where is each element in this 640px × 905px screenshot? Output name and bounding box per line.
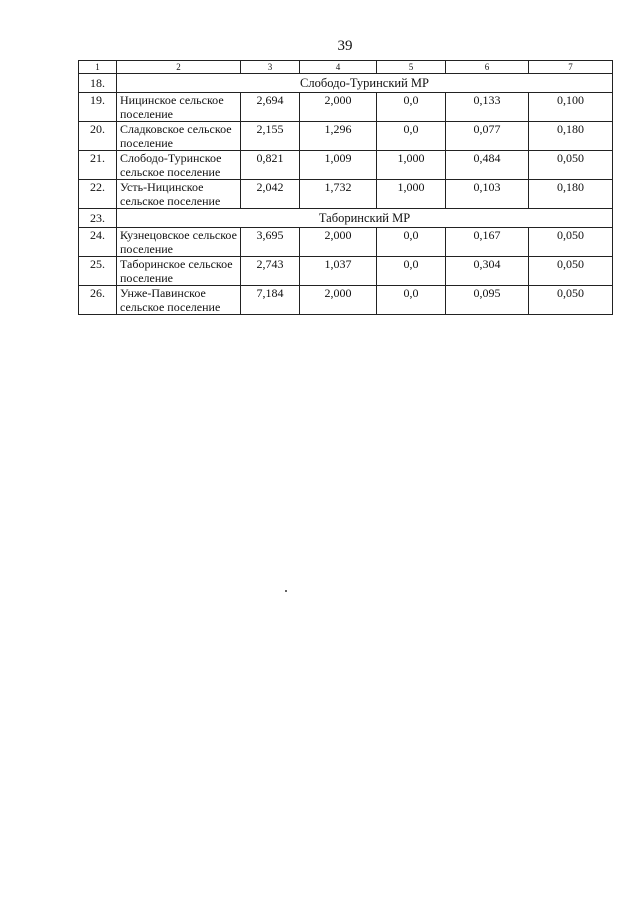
table-row (79, 122, 613, 151)
value-cell: 0,095 (446, 286, 529, 315)
settlement-name: Сладковское сельское поселение (117, 122, 241, 151)
value-cell: 0,077 (446, 122, 529, 151)
table-row (79, 151, 613, 180)
value-cell: 0,0 (377, 228, 446, 257)
value-cell: 1,732 (300, 180, 377, 209)
group-row (79, 209, 613, 228)
settlement-name: Усть-Ницинское сельское поселение (117, 180, 241, 209)
value-cell: 0,167 (446, 228, 529, 257)
table-row (79, 257, 613, 286)
value-cell: 3,695 (241, 228, 300, 257)
row-number: 25. (79, 257, 117, 286)
column-header: 4 (300, 61, 377, 74)
row-number: 22. (79, 180, 117, 209)
value-cell: 2,694 (241, 93, 300, 122)
group-title: Слободо-Туринский МР (117, 74, 613, 93)
value-cell: 0,821 (241, 151, 300, 180)
value-cell: 1,000 (377, 151, 446, 180)
value-cell: 2,000 (300, 228, 377, 257)
row-number: 21. (79, 151, 117, 180)
value-cell: 1,037 (300, 257, 377, 286)
row-number: 20. (79, 122, 117, 151)
value-cell: 2,042 (241, 180, 300, 209)
value-cell: 0,0 (377, 286, 446, 315)
value-cell: 1,296 (300, 122, 377, 151)
row-number: 19. (79, 93, 117, 122)
row-number: 24. (79, 228, 117, 257)
settlement-name: Таборинское сельское поселение (117, 257, 241, 286)
value-cell: 7,184 (241, 286, 300, 315)
value-cell: 0,304 (446, 257, 529, 286)
value-cell: 0,180 (529, 122, 613, 151)
settlement-name: Слободо-Туринское сельское поселение (117, 151, 241, 180)
row-number: 18. (79, 74, 117, 93)
table-row (79, 228, 613, 257)
group-row (79, 74, 613, 93)
value-cell: 2,000 (300, 93, 377, 122)
column-header: 6 (446, 61, 529, 74)
settlement-name: Унже-Павинское сельское поселение (117, 286, 241, 315)
value-cell: 0,100 (529, 93, 613, 122)
stray-mark (285, 590, 287, 592)
column-header: 1 (79, 61, 117, 74)
column-header: 3 (241, 61, 300, 74)
table-row (79, 93, 613, 122)
value-cell: 0,0 (377, 122, 446, 151)
table-row (79, 286, 613, 315)
row-number: 26. (79, 286, 117, 315)
column-header: 2 (117, 61, 241, 74)
column-header: 7 (529, 61, 613, 74)
value-cell: 0,484 (446, 151, 529, 180)
settlement-name: Кузнецовское сельское поселение (117, 228, 241, 257)
value-cell: 0,133 (446, 93, 529, 122)
value-cell: 1,000 (377, 180, 446, 209)
value-cell: 2,000 (300, 286, 377, 315)
value-cell: 1,009 (300, 151, 377, 180)
value-cell: 0,0 (377, 257, 446, 286)
column-header-row (79, 61, 613, 74)
group-title: Таборинский МР (117, 209, 613, 228)
table-body (79, 61, 613, 315)
value-cell: 2,743 (241, 257, 300, 286)
row-number: 23. (79, 209, 117, 228)
data-table (78, 60, 613, 315)
value-cell: 0,0 (377, 93, 446, 122)
table-row (79, 180, 613, 209)
value-cell: 0,050 (529, 151, 613, 180)
column-header: 5 (377, 61, 446, 74)
page-number: 39 (337, 38, 353, 54)
value-cell: 0,103 (446, 180, 529, 209)
value-cell: 0,050 (529, 257, 613, 286)
value-cell: 0,050 (529, 286, 613, 315)
value-cell: 0,050 (529, 228, 613, 257)
value-cell: 2,155 (241, 122, 300, 151)
settlement-name: Ницинское сельское поселение (117, 93, 241, 122)
value-cell: 0,180 (529, 180, 613, 209)
